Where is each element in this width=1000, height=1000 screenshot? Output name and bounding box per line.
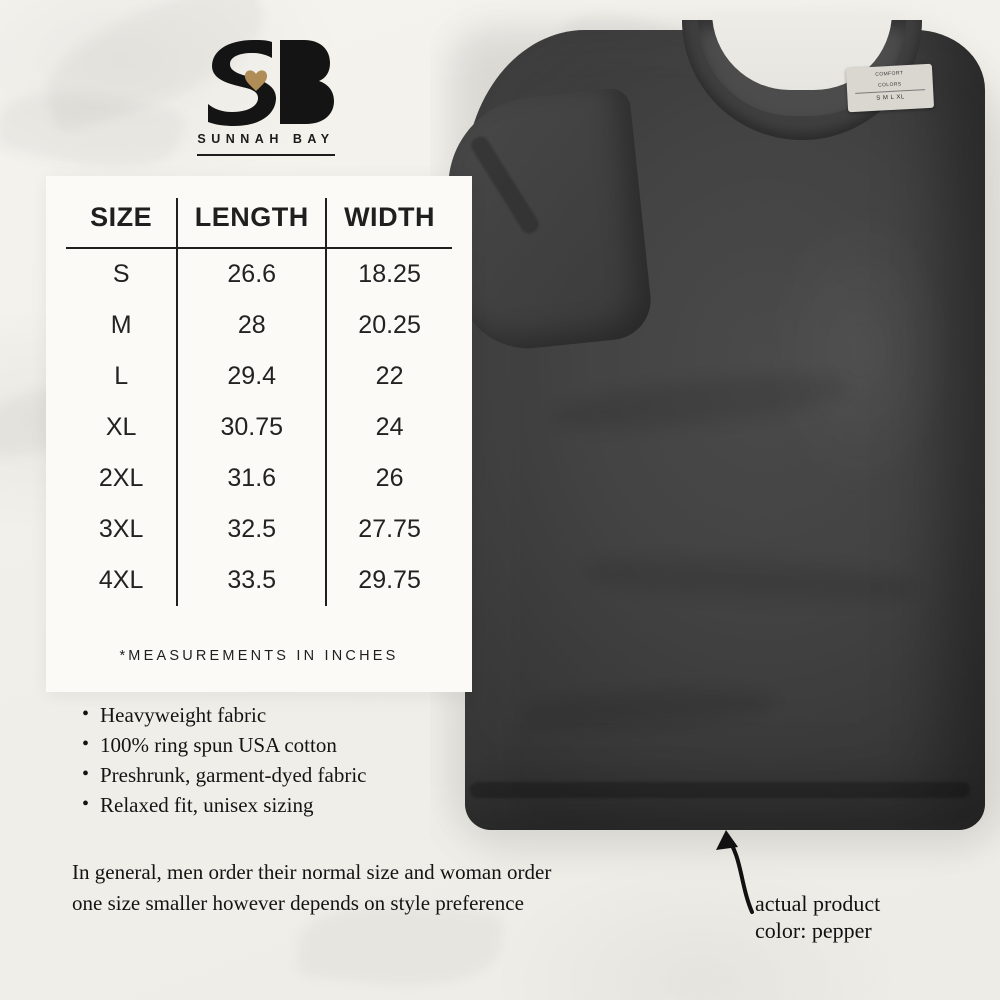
- list-item: • Relaxed fit, unisex sizing: [100, 790, 498, 820]
- neck-label-brand-line1: COMFORT: [875, 70, 904, 78]
- logo-monogram-icon: [186, 34, 346, 126]
- cell-width: 29.75: [358, 566, 421, 594]
- cell-width: 20.25: [358, 311, 421, 339]
- cell-length: 26.6: [177, 248, 326, 300]
- size-chart-header-row: [66, 198, 452, 248]
- table-row: [66, 453, 452, 504]
- cell-length: 30.75: [177, 402, 326, 453]
- size-chart-table: [66, 198, 452, 606]
- table-row: [66, 300, 452, 351]
- neck-brand-label: [846, 64, 934, 112]
- sizing-advice-text: In general, men order their normal size and woman order one size smaller however depends on style preference: [72, 860, 552, 915]
- shirt-bottom-hem: [470, 782, 970, 798]
- column-header-width: WIDTH: [344, 202, 436, 232]
- cell-width: 24: [375, 413, 404, 441]
- size-chart-card: [46, 176, 472, 692]
- cell-length: 31.6: [177, 453, 326, 504]
- logo-underline: [197, 154, 335, 156]
- list-item: • Preshrunk, garment-dyed fabric: [100, 760, 498, 790]
- cell-size: 3XL: [98, 515, 144, 543]
- column-header-size: SIZE: [90, 202, 153, 232]
- cell-size: 2XL: [98, 464, 144, 492]
- neck-label-sizes: S M L XL: [876, 94, 905, 102]
- color-callout-line2: color: pepper: [755, 918, 872, 943]
- cell-length: 28: [177, 300, 326, 351]
- curved-arrow-icon: [700, 820, 860, 915]
- column-header-length: LENGTH: [177, 198, 326, 248]
- cell-length: 33.5: [177, 555, 326, 606]
- table-row: [66, 248, 452, 300]
- neck-label-brand-line2: COLORS: [877, 81, 902, 89]
- cell-width: 22: [375, 362, 404, 390]
- list-item: • Heavyweight fabric: [100, 700, 498, 730]
- cell-length: 29.4: [177, 351, 326, 402]
- cell-width: 26: [375, 464, 404, 492]
- list-item: • 100% ring spun USA cotton: [100, 730, 498, 760]
- cell-size: M: [110, 311, 132, 339]
- logo-wordmark: SUNNAH BAY: [197, 132, 335, 146]
- table-row: [66, 504, 452, 555]
- measurement-units-note: *MEASUREMENTS IN INCHES: [119, 648, 399, 664]
- cell-width: 18.25: [358, 260, 421, 288]
- feature-list: [78, 700, 498, 820]
- cell-size: 4XL: [98, 566, 144, 594]
- cell-length: 32.5: [177, 504, 326, 555]
- table-row: [66, 555, 452, 606]
- color-callout-line1: actual product: [755, 891, 881, 916]
- table-row: [66, 402, 452, 453]
- cell-size: L: [114, 362, 129, 390]
- table-row: [66, 351, 452, 402]
- brand-logo: [186, 34, 346, 156]
- product-photo-tshirt: [430, 0, 1000, 880]
- color-callout: [700, 820, 960, 944]
- fabric-highlight: [760, 200, 960, 500]
- cell-size: XL: [105, 413, 137, 441]
- cell-width: 27.75: [358, 515, 421, 543]
- cell-size: S: [112, 260, 130, 288]
